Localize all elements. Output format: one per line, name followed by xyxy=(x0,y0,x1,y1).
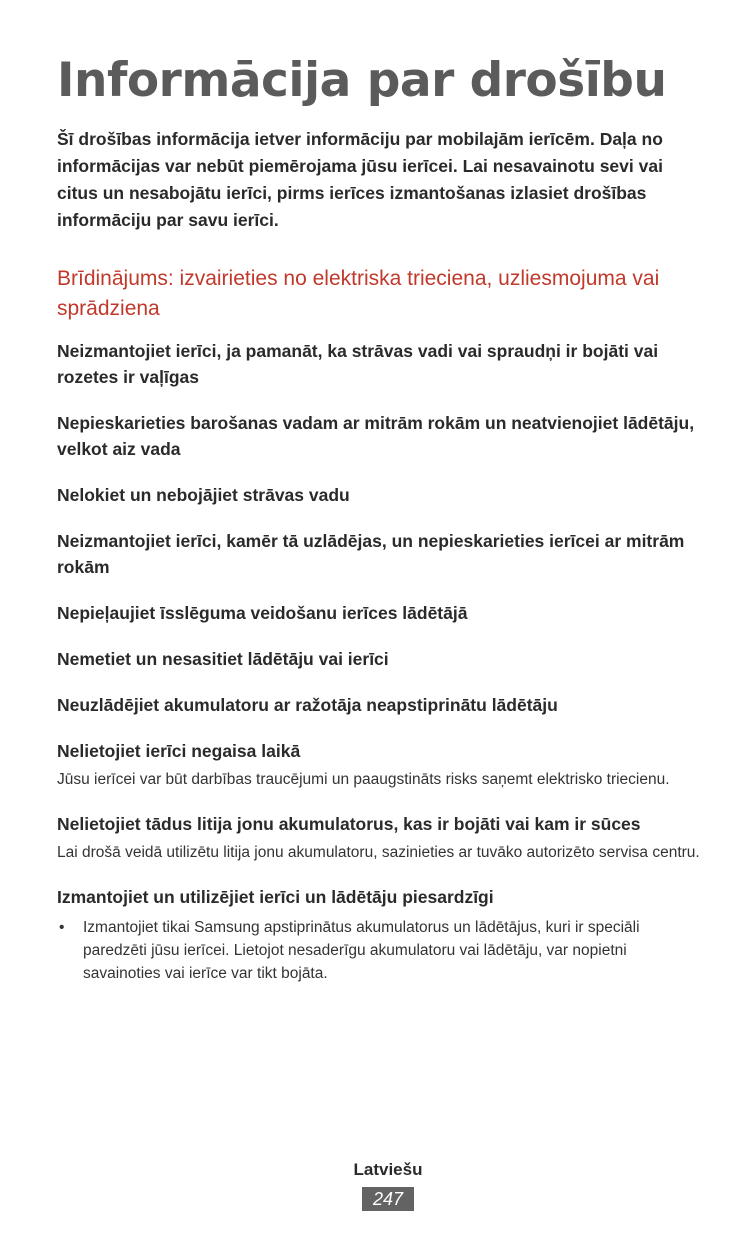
safety-item-body: Jūsu ierīcei var būt darbības traucējumi un paaugstināts risks saņemt elektrisko triecienu. xyxy=(57,771,670,788)
safety-item xyxy=(57,410,702,462)
safety-item xyxy=(57,692,702,718)
page-content xyxy=(57,0,702,985)
safety-item-body: Lai drošā veidā utilizētu litija jonu akumulatoru, sazinieties ar tuvāko autorizēto servisa centru. xyxy=(57,844,700,861)
bullet-text: Izmantojiet tikai Samsung apstiprinātus akumulatorus un lādētājus, kuri ir speciāli paredzēti jūsu ierīcei. Lietojot nesaderīgu akumulatoru vai lādētāju, var nopietni savainoties vai ierīce var tikt bojāta. xyxy=(83,919,640,982)
safety-item xyxy=(57,338,702,390)
safety-item xyxy=(57,646,702,672)
safety-item xyxy=(57,811,702,864)
safety-item-title: Nemetiet un nesasitiet lādētāju vai ierīci xyxy=(57,649,389,669)
section-title: Brīdinājums: izvairieties no elektriska trieciena, uzliesmojuma vai sprādziena xyxy=(57,267,660,320)
page-title: Informācija par drošību xyxy=(57,53,667,108)
page-footer xyxy=(0,1158,756,1211)
bullet-icon: • xyxy=(59,919,65,936)
safety-item-title: Neizmantojiet ierīci, kamēr tā uzlādējas, un nepieskarieties ierīcei ar mitrām rokām xyxy=(57,531,685,577)
safety-item xyxy=(57,482,702,508)
page-number: 247 xyxy=(362,1187,414,1211)
intro-paragraph: Šī drošības informācija ietver informāciju par mobilajām ierīcēm. Daļa no informācijas var nebūt piemērojama jūsu ierīcei. Lai nesavainotu sevi vai citus un nesabojātu ierīci, pirms ierīces izmantošanas izlasiet drošības informāciju par savu ierīci. xyxy=(57,129,663,230)
bullet-list-item xyxy=(57,916,702,985)
safety-item-title: Nepieļaujiet īsslēguma veidošanu ierīces lādētājā xyxy=(57,603,468,623)
safety-item-title: Nelokiet un nebojājiet strāvas vadu xyxy=(57,485,350,505)
safety-item-title: Nelietojiet ierīci negaisa laikā xyxy=(57,741,301,761)
safety-item-title: Nelietojiet tādus litija jonu akumulatorus, kas ir bojāti vai kam ir sūces xyxy=(57,814,641,834)
safety-item xyxy=(57,528,702,580)
safety-item-title: Nepieskarieties barošanas vadam ar mitrām rokām un neatvienojiet lādētāju, velkot aiz vada xyxy=(57,413,695,459)
safety-item-title: Neuzlādējiet akumulatoru ar ražotāja neapstiprinātu lādētāju xyxy=(57,695,558,715)
safety-item xyxy=(57,600,702,626)
footer-language: Latviešu xyxy=(353,1160,423,1179)
safety-item-title: Izmantojiet un utilizējiet ierīci un lādētāju piesardzīgi xyxy=(57,887,494,907)
safety-item xyxy=(57,884,702,985)
safety-item-title: Neizmantojiet ierīci, ja pamanāt, ka strāvas vadi vai spraudņi ir bojāti vai rozetes ir vaļīgas xyxy=(57,341,659,387)
safety-item xyxy=(57,738,702,791)
